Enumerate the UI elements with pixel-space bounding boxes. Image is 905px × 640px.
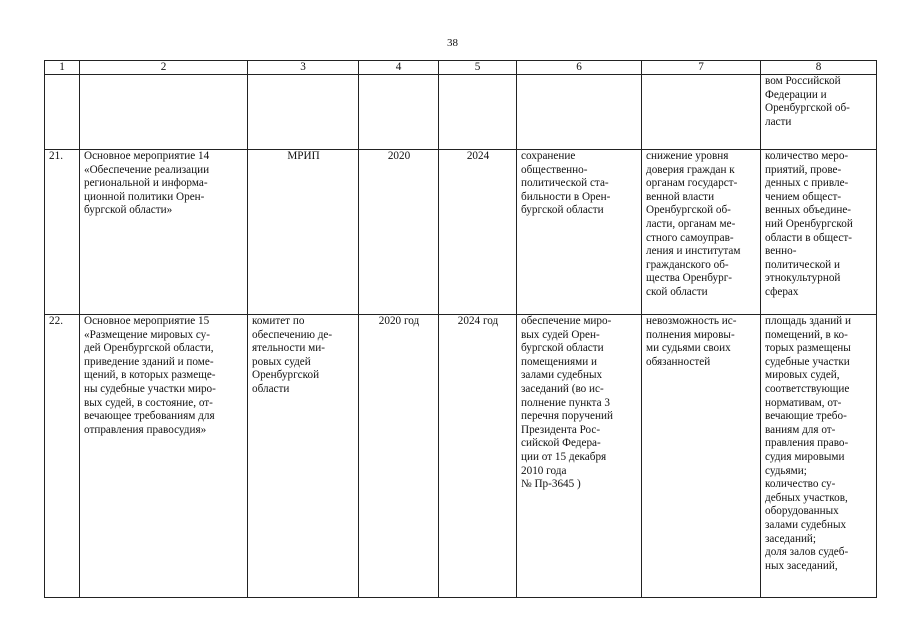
text-line: невозможность ис- xyxy=(646,315,737,327)
text-line: заседаний (во ис- xyxy=(521,382,604,395)
text-line: «Обеспечение реализации xyxy=(84,163,210,176)
text-line: «Размещение мировых су- xyxy=(84,328,210,341)
column-header: 7 xyxy=(642,61,761,75)
text-line: снижение уровня xyxy=(646,150,729,162)
text-line: оборудованных xyxy=(765,505,839,518)
end-year-cell: 2024 год xyxy=(439,315,517,598)
text-line: стного самоуправ- xyxy=(646,231,734,244)
executor-cell xyxy=(248,315,359,598)
text-line: МРИП xyxy=(287,150,320,162)
text-line: правления право- xyxy=(765,437,849,450)
indicator-cell xyxy=(761,150,877,315)
text-line: приведение зданий и поме- xyxy=(84,355,214,368)
text-line: бургской области xyxy=(521,204,604,217)
text-line: вых судей, в состояние, от- xyxy=(84,396,213,409)
text-line: чением общест- xyxy=(765,190,842,203)
text-line: дей Оренбургской области, xyxy=(84,342,214,355)
text-line: ми судьями своих xyxy=(646,342,731,355)
text-line: заседаний; xyxy=(765,532,817,545)
text-line: этнокультурной xyxy=(765,272,841,285)
column-header: 2 xyxy=(80,61,248,75)
text-line: дебных участков, xyxy=(765,491,848,504)
text-line: торых размещены xyxy=(765,342,851,355)
text-line: Президента Рос- xyxy=(521,423,601,436)
indicator-cell xyxy=(761,315,877,598)
text-line: области xyxy=(252,382,290,395)
text-line: Оренбургской об- xyxy=(646,204,731,217)
text-line: области в общест- xyxy=(765,231,852,244)
text-line: ятельности ми- xyxy=(252,342,325,355)
start-year-cell: 2020 xyxy=(359,150,439,315)
text-line: обеспечение миро- xyxy=(521,315,612,327)
text-line: Основное мероприятие 15 xyxy=(84,315,210,327)
event-cell xyxy=(80,150,248,315)
column-number-row xyxy=(45,61,877,75)
text-line: отправления правосудия» xyxy=(84,423,207,436)
text-line: венной власти xyxy=(646,190,715,203)
start-year-cell: 2020 год xyxy=(359,315,439,598)
text-line: вом Российской xyxy=(765,75,841,87)
text-line: судебные участки xyxy=(765,355,850,368)
program-events-table xyxy=(44,60,877,598)
text-line: политической ста- xyxy=(521,177,609,190)
text-line: ных заседаний, xyxy=(765,559,838,572)
text-line: венно- xyxy=(765,245,797,258)
text-line: Оренбургской об- xyxy=(765,102,850,115)
table-row xyxy=(45,315,877,598)
executor-cell xyxy=(248,150,359,315)
consequences-cell xyxy=(642,150,761,315)
text-line: ления и институтам xyxy=(646,245,741,258)
text-line: соответствующие xyxy=(765,382,850,395)
indicator-cell xyxy=(761,75,877,150)
text-line: сферах xyxy=(765,285,799,298)
text-line: щений, в которых размеще- xyxy=(84,369,216,382)
text-line: обязанностей xyxy=(646,355,711,368)
text-line: сохранение xyxy=(521,150,576,162)
expected-result-cell xyxy=(517,150,642,315)
text-line: вечающее требованиям для xyxy=(84,410,215,423)
text-line: бургской области» xyxy=(84,204,173,217)
consequences-cell xyxy=(642,315,761,598)
text-line: бургской области xyxy=(521,342,604,355)
text-line: количество су- xyxy=(765,478,836,491)
table-row xyxy=(45,150,877,315)
text-line: 2010 года xyxy=(521,464,567,477)
text-line: ции от 15 декабря xyxy=(521,450,607,463)
text-line: Основное мероприятие 14 xyxy=(84,150,210,162)
text-line: комитет по xyxy=(252,315,305,327)
column-header: 8 xyxy=(761,61,877,75)
text-line: венных объедине- xyxy=(765,204,852,217)
text-line: обеспечению де- xyxy=(252,328,333,341)
expected-result-cell xyxy=(517,315,642,598)
text-line: № Пр-3645 ) xyxy=(521,478,581,491)
text-line: общественно- xyxy=(521,163,588,176)
text-line: полнение пункта 3 xyxy=(521,396,610,409)
text-line: доверия граждан к xyxy=(646,163,735,176)
text-line: ционной политики Орен- xyxy=(84,190,205,203)
text-line: ласти, органам ме- xyxy=(646,217,736,230)
text-line: мировых судей, xyxy=(765,369,840,382)
text-line: полнения мировы- xyxy=(646,328,735,341)
text-line: ласти xyxy=(765,115,792,128)
text-line: региональной и информа- xyxy=(84,177,208,190)
continuation-row xyxy=(45,75,877,150)
text-line: органам государст- xyxy=(646,177,738,190)
text-line: ваниям для от- xyxy=(765,423,836,436)
text-line: денных с привле- xyxy=(765,177,849,190)
text-line: доля залов судеб- xyxy=(765,546,849,559)
text-line: судьями; xyxy=(765,464,807,477)
end-year-cell: 2024 xyxy=(439,150,517,315)
text-line: помещениями и xyxy=(521,355,597,368)
text-line: ровых судей xyxy=(252,355,311,368)
text-line: количество меро- xyxy=(765,150,849,162)
text-line: Оренбургской xyxy=(252,369,320,382)
text-line: залами судебных xyxy=(521,369,603,382)
text-line: ской области xyxy=(646,285,708,298)
column-header: 5 xyxy=(439,61,517,75)
text-line: ний Оренбургской xyxy=(765,217,853,230)
text-line: щества Оренбург- xyxy=(646,272,733,285)
text-line: площадь зданий и xyxy=(765,315,851,327)
text-line: перечня поручений xyxy=(521,410,613,423)
text-line: сийской Федера- xyxy=(521,437,601,450)
text-line: ны судебные участки миро- xyxy=(84,382,216,395)
text-line: вечающие требо- xyxy=(765,410,847,423)
text-line: нормативам, от- xyxy=(765,396,842,409)
text-line: вых судей Орен- xyxy=(521,328,600,341)
text-line: Федерации и xyxy=(765,88,827,101)
column-header: 4 xyxy=(359,61,439,75)
event-cell xyxy=(80,315,248,598)
text-line: помещений, в ко- xyxy=(765,328,848,341)
text-line: залами судебных xyxy=(765,518,847,531)
column-header: 3 xyxy=(248,61,359,75)
column-header: 1 xyxy=(45,61,80,75)
text-line: судия мировыми xyxy=(765,450,845,463)
row-number: 21. xyxy=(45,150,80,315)
text-line: гражданского об- xyxy=(646,258,729,271)
column-header: 6 xyxy=(517,61,642,75)
text-line: приятий, прове- xyxy=(765,163,842,176)
text-line: бильности в Орен- xyxy=(521,190,611,203)
text-line: политической и xyxy=(765,258,840,271)
row-number: 22. xyxy=(45,315,80,598)
page-number: 38 xyxy=(447,37,458,49)
